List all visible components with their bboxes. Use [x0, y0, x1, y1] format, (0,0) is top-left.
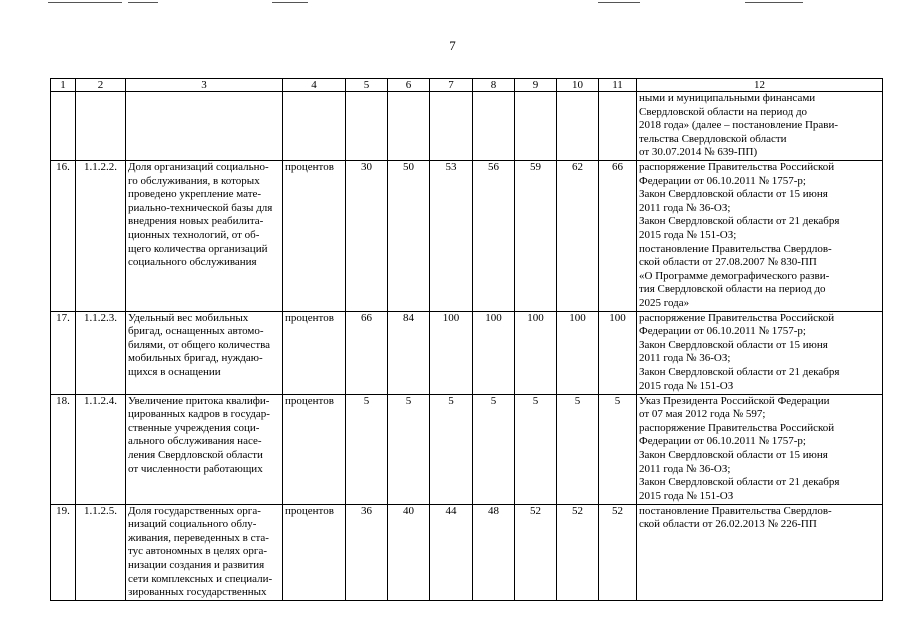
source-line: 2015 года № 151-ОЗ [639, 379, 734, 392]
empty-cell [76, 92, 126, 161]
column-header: 4 [283, 79, 346, 92]
value-cell: 40 [388, 504, 430, 600]
source-line: распоряжение Правительства Российской [639, 421, 835, 434]
indicator-name [126, 394, 283, 504]
column-header: 10 [557, 79, 599, 92]
value-cell: 5 [430, 394, 473, 504]
value-cell: 62 [557, 161, 599, 312]
value-cell: 66 [346, 311, 388, 394]
empty-cell [515, 92, 557, 161]
table-row-continuation [51, 92, 883, 161]
source-line: Указ Президента Российской Федерации [639, 394, 830, 407]
column-header: 1 [51, 79, 76, 92]
row-code: 1.1.2.5. [76, 504, 126, 600]
top-scan-rule [48, 2, 122, 3]
source-line: от 07 мая 2012 года № 597; [639, 408, 766, 421]
value-cell: 5 [599, 394, 637, 504]
indicator-name [126, 311, 283, 394]
name-line: риально-технической базы для [128, 201, 273, 214]
column-header: 2 [76, 79, 126, 92]
empty-cell [283, 92, 346, 161]
source-line: «О Программе демографического разви- [639, 269, 830, 282]
name-line: от численности работающих [128, 462, 263, 475]
table-row [51, 504, 883, 600]
name-line: го обслуживания, в которых [128, 174, 260, 187]
source-line: 2015 года № 151-ОЗ; [639, 228, 737, 241]
source-line: Федерации от 06.10.2011 № 1757-р; [639, 174, 806, 187]
value-cell: 100 [430, 311, 473, 394]
source-line: 2018 года» (далее – постановление Прави- [639, 119, 839, 132]
source-line: Закон Свердловской области от 15 июня [639, 338, 828, 351]
value-cell: 53 [430, 161, 473, 312]
source-line: Закон Свердловской области от 15 июня [639, 448, 828, 461]
name-line: бригад, оснащенных автомо- [128, 325, 264, 338]
value-cell: 5 [346, 394, 388, 504]
source-cell [637, 311, 883, 394]
row-number: 19. [51, 504, 76, 600]
value-cell: 59 [515, 161, 557, 312]
source-line: тельства Свердловской области [639, 132, 787, 145]
source-line: Федерации от 06.10.2011 № 1757-р; [639, 325, 806, 338]
unit-cell: процентов [283, 161, 346, 312]
source-line: от 30.07.2014 № 639-ПП) [639, 146, 758, 159]
table-row [51, 311, 883, 394]
column-header: 7 [430, 79, 473, 92]
column-header: 6 [388, 79, 430, 92]
top-scan-rule [745, 2, 803, 3]
empty-cell [473, 92, 515, 161]
column-header: 11 [599, 79, 637, 92]
source-line: Закон Свердловской области от 21 декабря [639, 215, 840, 228]
value-cell: 52 [599, 504, 637, 600]
table-row [51, 394, 883, 504]
row-code: 1.1.2.3. [76, 311, 126, 394]
name-line: Доля государственных орга- [128, 504, 261, 517]
indicator-name [126, 504, 283, 600]
name-line: социального обслуживания [128, 256, 257, 269]
source-line: тия Свердловской области на период до [639, 283, 826, 296]
source-line: 2011 года № 36-ОЗ; [639, 462, 731, 475]
value-cell: 5 [515, 394, 557, 504]
value-cell: 5 [473, 394, 515, 504]
source-line: 2011 года № 36-ОЗ; [639, 352, 731, 365]
source-line: постановление Правительства Свердлов- [639, 242, 832, 255]
source-line: Закон Свердловской области от 15 июня [639, 188, 828, 201]
source-line: постановление Правительства Свердлов- [639, 504, 832, 517]
indicators-table [50, 78, 883, 601]
name-line: ального обслуживания насе- [128, 435, 262, 448]
source-cell [637, 161, 883, 312]
name-line: проведено укрепление мате- [128, 188, 262, 201]
value-cell: 100 [515, 311, 557, 394]
column-header: 3 [126, 79, 283, 92]
empty-cell [599, 92, 637, 161]
value-cell: 100 [599, 311, 637, 394]
unit-cell: процентов [283, 311, 346, 394]
name-line: билями, от общего количества [128, 338, 271, 351]
unit-cell: процентов [283, 504, 346, 600]
name-line: ления Свердловской области [128, 448, 263, 461]
name-line: ственные учреждения соци- [128, 421, 260, 434]
value-cell: 36 [346, 504, 388, 600]
value-cell: 5 [557, 394, 599, 504]
source-line: 2011 года № 36-ОЗ; [639, 201, 731, 214]
value-cell: 66 [599, 161, 637, 312]
name-line: щихся в оснащении [128, 365, 221, 378]
name-line: живания, переведенных в ста- [128, 531, 269, 544]
value-cell: 5 [388, 394, 430, 504]
source-line: ными и муниципальными финансами [639, 92, 816, 104]
name-line: ционных технологий, от об- [128, 228, 260, 241]
source-line: ской области от 26.02.2013 № 226-ПП [639, 518, 817, 531]
top-scan-rule [128, 2, 158, 3]
name-line: низации создания и развития [128, 558, 265, 571]
name-line: зированных государственных [128, 586, 267, 599]
value-cell: 48 [473, 504, 515, 600]
column-header: 8 [473, 79, 515, 92]
row-number: 17. [51, 311, 76, 394]
column-header: 12 [637, 79, 883, 92]
table-row [51, 161, 883, 312]
value-cell: 30 [346, 161, 388, 312]
source-line: 2025 года» [639, 296, 690, 309]
empty-cell [557, 92, 599, 161]
value-cell: 44 [430, 504, 473, 600]
name-line: цированных кадров в государ- [128, 408, 270, 421]
value-cell: 100 [557, 311, 599, 394]
value-cell: 52 [515, 504, 557, 600]
name-line: внедрения новых реабилита- [128, 215, 264, 228]
empty-cell [126, 92, 283, 161]
column-header: 9 [515, 79, 557, 92]
row-code: 1.1.2.4. [76, 394, 126, 504]
empty-cell [346, 92, 388, 161]
unit-cell: процентов [283, 394, 346, 504]
source-line: Свердловской области на период до [639, 105, 808, 118]
value-cell: 100 [473, 311, 515, 394]
source-line: Закон Свердловской области от 21 декабря [639, 476, 840, 489]
source-line: Закон Свердловской области от 21 декабря [639, 365, 840, 378]
source-line: Федерации от 06.10.2011 № 1757-р; [639, 435, 806, 448]
source-cell [637, 394, 883, 504]
top-scan-rule [598, 2, 640, 3]
name-line: низаций социального облу- [128, 518, 257, 531]
source-cell [637, 92, 883, 161]
name-line: Удельный вес мобильных [128, 311, 249, 324]
row-code: 1.1.2.2. [76, 161, 126, 312]
source-cell [637, 504, 883, 600]
source-line: распоряжение Правительства Российской [639, 311, 835, 324]
name-line: Увеличение притока квалифи- [128, 394, 270, 407]
empty-cell [51, 92, 76, 161]
name-line: сети комплексных и специали- [128, 572, 273, 585]
empty-cell [388, 92, 430, 161]
indicator-name [126, 161, 283, 312]
name-line: щего количества организаций [128, 242, 268, 255]
value-cell: 50 [388, 161, 430, 312]
source-line: 2015 года № 151-ОЗ [639, 489, 734, 502]
source-line: распоряжение Правительства Российской [639, 161, 835, 173]
page-number: 7 [449, 38, 456, 53]
value-cell: 52 [557, 504, 599, 600]
name-line: Доля организаций социально- [128, 161, 269, 173]
column-header: 5 [346, 79, 388, 92]
source-line: ской области от 27.08.2007 № 830-ПП [639, 256, 817, 269]
value-cell: 56 [473, 161, 515, 312]
top-scan-rule [272, 2, 308, 3]
table-header-row [51, 79, 883, 92]
row-number: 16. [51, 161, 76, 312]
row-number: 18. [51, 394, 76, 504]
name-line: тус автономных в целях орга- [128, 545, 267, 558]
name-line: мобильных бригад, нуждаю- [128, 352, 263, 365]
empty-cell [430, 92, 473, 161]
value-cell: 84 [388, 311, 430, 394]
